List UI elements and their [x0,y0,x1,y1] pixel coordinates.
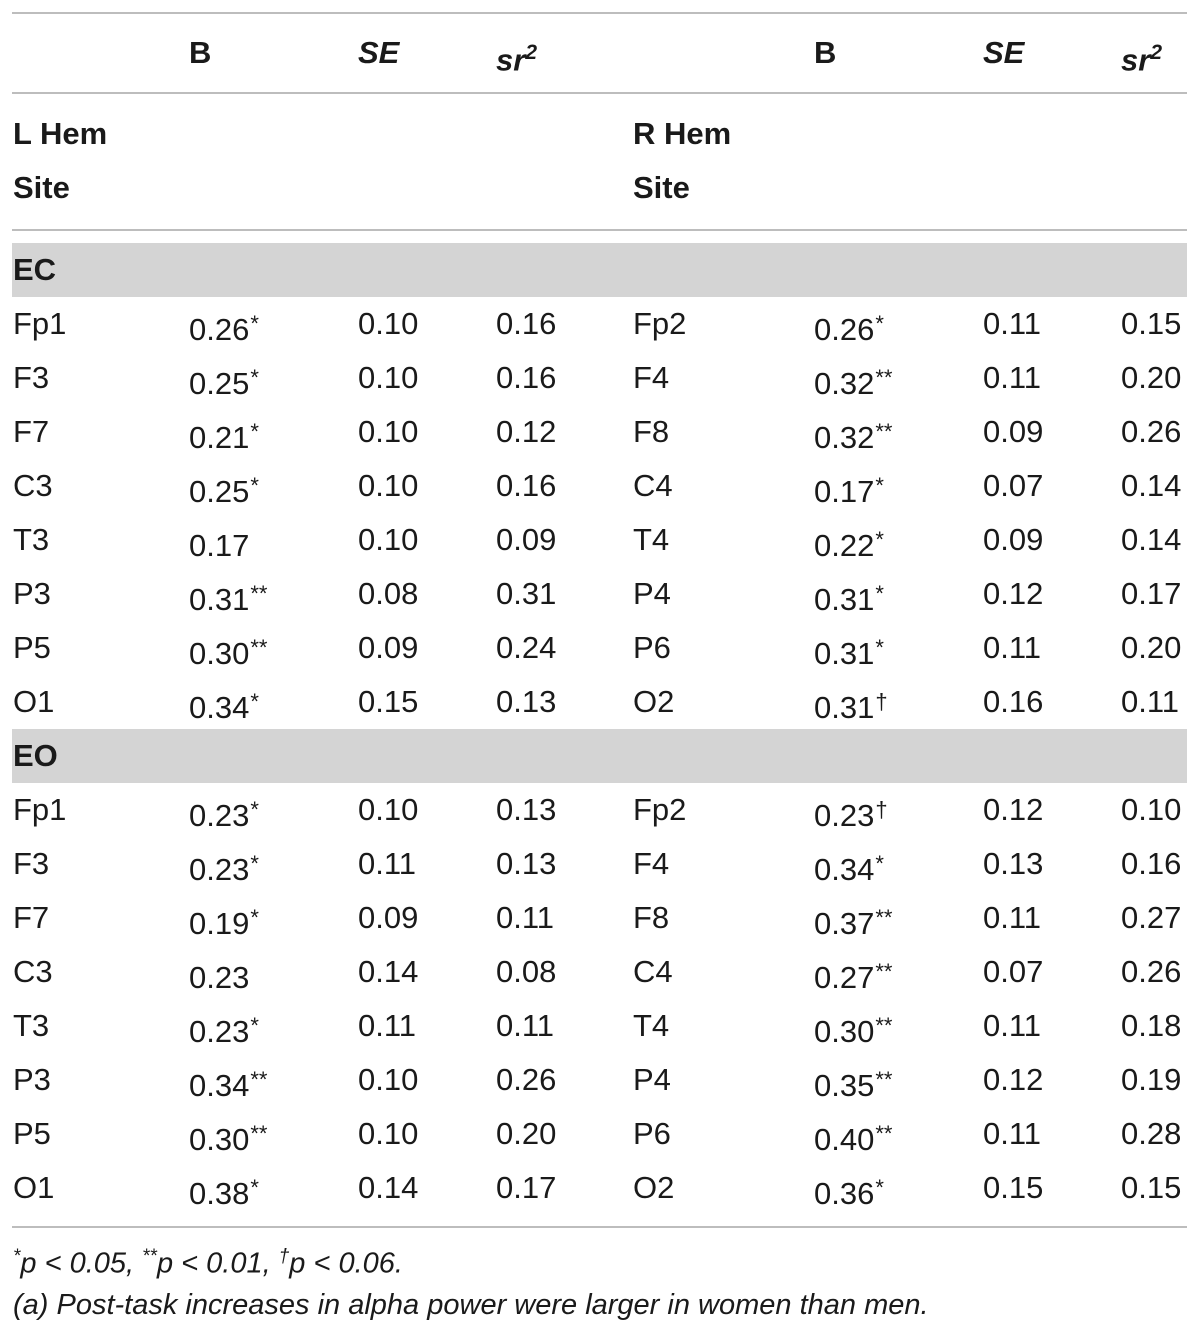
footnote-mark-2: ** [142,1246,157,1267]
right-b [814,621,884,681]
left-b-significance: ** [250,581,268,606]
right-b-value: 0.32 [814,420,875,455]
right-b-significance: * [875,581,884,606]
right-b-significance: * [875,473,884,498]
left-site: F7 [13,414,50,449]
left-b-value: 0.38 [189,1176,250,1211]
right-b-significance: † [875,797,888,822]
left-sr2: 0.11 [496,900,555,935]
right-sr2: 0.16 [1121,846,1182,881]
left-site: C3 [13,468,53,503]
right-b-value: 0.26 [814,312,875,347]
left-site: T3 [13,1008,50,1043]
table-row [0,891,1200,945]
right-hemisphere-label: R Hem [633,116,732,151]
left-b-value: 0.17 [189,528,250,563]
right-b-significance: ** [875,1121,893,1146]
left-sr2: 0.24 [496,630,557,665]
left-site: F3 [13,360,50,395]
left-b-value: 0.25 [189,366,250,401]
left-site: P5 [13,1116,51,1151]
right-sr-label: sr [1121,42,1151,78]
left-se-header: SE [358,35,400,70]
left-b-significance: * [250,797,259,822]
right-sr2: 0.20 [1121,630,1182,665]
left-site: O1 [13,1170,55,1205]
left-site-label: Site [13,170,70,205]
right-site: Fp2 [633,792,687,827]
right-se: 0.12 [983,792,1044,827]
right-b [814,999,892,1059]
right-site-label: Site [633,170,690,205]
left-b [189,405,259,465]
left-b [189,459,259,519]
right-b [814,513,884,573]
right-b-value: 0.31 [814,690,875,725]
right-se: 0.11 [983,306,1042,341]
right-sr2: 0.14 [1121,468,1182,503]
section-label: EC [13,252,57,287]
right-se: 0.11 [983,630,1042,665]
right-b-value: 0.30 [814,1014,875,1049]
table-row [0,999,1200,1053]
right-sr2: 0.28 [1121,1116,1182,1151]
right-site: C4 [633,468,673,503]
table-row [0,675,1200,729]
left-b [189,999,259,1059]
right-b-value: 0.22 [814,528,875,563]
right-se-header: SE [983,35,1025,70]
left-b-value: 0.30 [189,1122,250,1157]
right-se: 0.13 [983,846,1044,881]
right-b-value: 0.32 [814,366,875,401]
left-site: F7 [13,900,50,935]
left-b [189,945,250,1005]
right-site: P6 [633,1116,671,1151]
left-b [189,1161,259,1221]
left-b-significance: * [250,1175,259,1200]
left-se: 0.09 [358,900,419,935]
right-b [814,675,888,735]
right-b-significance: ** [875,959,893,984]
right-se: 0.11 [983,1008,1042,1043]
right-b [814,567,884,627]
subheader-rule [12,229,1187,231]
section-row [0,243,1200,297]
right-se: 0.11 [983,360,1042,395]
right-sr-exponent: 2 [1150,41,1162,64]
right-site: P4 [633,576,671,611]
right-b [814,405,892,465]
right-site: F8 [633,900,670,935]
right-site: O2 [633,1170,675,1205]
right-b-value: 0.34 [814,852,875,887]
footnote-mark-1: * [13,1246,21,1267]
right-b-value: 0.23 [814,798,875,833]
right-sr2: 0.20 [1121,360,1182,395]
left-se: 0.10 [358,792,419,827]
right-b [814,891,892,951]
left-se: 0.10 [358,306,419,341]
left-b-significance: * [250,1013,259,1038]
left-se: 0.10 [358,1062,419,1097]
left-b-significance: * [250,419,259,444]
left-b [189,621,267,681]
right-b-significance: * [875,635,884,660]
left-b-value: 0.23 [189,1014,250,1049]
left-b-significance: * [250,473,259,498]
left-b-value: 0.23 [189,798,250,833]
right-sr2: 0.26 [1121,414,1182,449]
left-sr2: 0.17 [496,1170,557,1205]
left-se: 0.10 [358,522,419,557]
right-b [814,1107,892,1167]
left-sr2: 0.09 [496,522,557,557]
left-sr2: 0.26 [496,1062,557,1097]
right-se: 0.09 [983,414,1044,449]
left-b [189,891,259,951]
left-b-value: 0.34 [189,1068,250,1103]
left-sr2: 0.16 [496,468,557,503]
right-se: 0.11 [983,1116,1042,1151]
left-b-value: 0.30 [189,636,250,671]
right-sr2-header [1121,26,1162,87]
left-se: 0.09 [358,630,419,665]
table-row [0,621,1200,675]
right-sr2: 0.19 [1121,1062,1182,1097]
right-se: 0.07 [983,468,1044,503]
left-sr2: 0.12 [496,414,557,449]
right-b-header: B [814,35,837,70]
footnote-text-1: p < 0.05, [20,1247,143,1280]
right-b [814,459,884,519]
right-site: P6 [633,630,671,665]
left-se: 0.14 [358,954,419,989]
left-se: 0.10 [358,1116,419,1151]
table-row [0,297,1200,351]
right-b-value: 0.37 [814,906,875,941]
right-se: 0.16 [983,684,1044,719]
left-b [189,297,259,357]
footnote-text-2: p < 0.01, [156,1247,279,1280]
right-sr2: 0.27 [1121,900,1182,935]
right-b-value: 0.35 [814,1068,875,1103]
right-b-significance: † [875,689,888,714]
left-site: T3 [13,522,50,557]
right-b-value: 0.27 [814,960,875,995]
table-row [0,1053,1200,1107]
right-sr2: 0.18 [1121,1008,1182,1043]
right-b [814,837,884,897]
right-se: 0.12 [983,1062,1044,1097]
left-b-value: 0.23 [189,960,250,995]
right-b-significance: ** [875,1013,893,1038]
right-b [814,783,888,843]
right-b-value: 0.36 [814,1176,875,1211]
left-b-value: 0.25 [189,474,250,509]
right-b [814,1053,892,1113]
left-b [189,783,259,843]
left-hemisphere-label: L Hem [13,116,108,151]
left-b [189,675,259,735]
right-site: C4 [633,954,673,989]
right-b [814,945,892,1005]
left-b-value: 0.21 [189,420,250,455]
right-se: 0.11 [983,900,1042,935]
right-site: F8 [633,414,670,449]
right-b-value: 0.40 [814,1122,875,1157]
left-b [189,567,267,627]
right-site: F4 [633,846,670,881]
right-b-significance: ** [875,365,893,390]
left-site: P5 [13,630,51,665]
left-b-significance: * [250,365,259,390]
left-b [189,837,259,897]
hemisphere-row [0,107,1200,161]
right-sr2: 0.26 [1121,954,1182,989]
left-b-value: 0.26 [189,312,250,347]
right-b [814,351,892,411]
right-sr2: 0.11 [1121,684,1180,719]
left-se: 0.14 [358,1170,419,1205]
right-sr2: 0.14 [1121,522,1182,557]
left-b-significance: * [250,689,259,714]
left-sr-exponent: 2 [525,41,537,64]
left-site: F3 [13,846,50,881]
right-sr2: 0.15 [1121,306,1182,341]
left-sr2: 0.16 [496,306,557,341]
left-b-value: 0.34 [189,690,250,725]
right-b-significance: * [875,527,884,552]
right-b-significance: * [875,311,884,336]
table-row [0,513,1200,567]
left-sr2: 0.16 [496,360,557,395]
left-b-header: B [189,35,212,70]
right-site: T4 [633,1008,670,1043]
left-b-value: 0.31 [189,582,250,617]
significance-footnote [13,1246,403,1281]
header-rule [12,92,1187,94]
left-b-significance: ** [250,635,268,660]
right-site: T4 [633,522,670,557]
left-sr-label: sr [496,42,526,78]
left-sr2: 0.08 [496,954,557,989]
left-se: 0.10 [358,360,419,395]
right-b-significance: ** [875,1067,893,1092]
left-sr2-header [496,26,537,87]
left-site: O1 [13,684,55,719]
right-se: 0.09 [983,522,1044,557]
section-row [0,729,1200,783]
left-b-value: 0.23 [189,852,250,887]
right-sr2: 0.15 [1121,1170,1182,1205]
left-se: 0.11 [358,846,417,881]
left-sr2: 0.13 [496,846,557,881]
right-b-significance: ** [875,905,893,930]
left-b-significance: * [250,311,259,336]
right-site: F4 [633,360,670,395]
right-b-value: 0.31 [814,582,875,617]
left-se: 0.15 [358,684,419,719]
right-se: 0.15 [983,1170,1044,1205]
right-b-significance: * [875,851,884,876]
table-row [0,351,1200,405]
left-se: 0.10 [358,414,419,449]
right-b-value: 0.17 [814,474,875,509]
site-label-row [0,161,1200,215]
right-se: 0.07 [983,954,1044,989]
left-site: P3 [13,1062,51,1097]
table-row [0,567,1200,621]
left-b [189,1107,267,1167]
right-b-significance: * [875,1175,884,1200]
left-site: Fp1 [13,306,67,341]
top-rule [12,12,1187,14]
left-site: P3 [13,576,51,611]
left-se: 0.10 [358,468,419,503]
left-sr2: 0.31 [496,576,557,611]
left-b [189,1053,267,1113]
left-site: C3 [13,954,53,989]
right-se: 0.12 [983,576,1044,611]
left-b-significance: ** [250,1067,268,1092]
table-row [0,1161,1200,1215]
table-row [0,1107,1200,1161]
left-b [189,513,250,573]
right-b-significance: ** [875,419,893,444]
left-sr2: 0.13 [496,792,557,827]
right-b [814,1161,884,1221]
table-row [0,783,1200,837]
table-row [0,459,1200,513]
left-b-value: 0.19 [189,906,250,941]
left-se: 0.11 [358,1008,417,1043]
column-header-row [0,26,1200,80]
table-row [0,837,1200,891]
right-sr2: 0.17 [1121,576,1182,611]
right-b-value: 0.31 [814,636,875,671]
right-site: Fp2 [633,306,687,341]
right-b [814,297,884,357]
left-b-significance: * [250,905,259,930]
left-sr2: 0.20 [496,1116,557,1151]
left-b-significance: ** [250,1121,268,1146]
right-site: O2 [633,684,675,719]
left-b [189,351,259,411]
right-sr2: 0.10 [1121,792,1182,827]
footnote-mark-3: † [278,1246,290,1267]
left-b-significance: * [250,851,259,876]
left-sr2: 0.11 [496,1008,555,1043]
footnote-text-3: p < 0.06. [289,1247,403,1280]
right-site: P4 [633,1062,671,1097]
bottom-rule [12,1226,1187,1228]
left-site: Fp1 [13,792,67,827]
section-label: EO [13,738,58,773]
table-row [0,945,1200,999]
table-row [0,405,1200,459]
left-se: 0.08 [358,576,419,611]
left-sr2: 0.13 [496,684,557,719]
table-note: (a) Post-task increases in alpha power were larger in women than men. [13,1289,929,1321]
